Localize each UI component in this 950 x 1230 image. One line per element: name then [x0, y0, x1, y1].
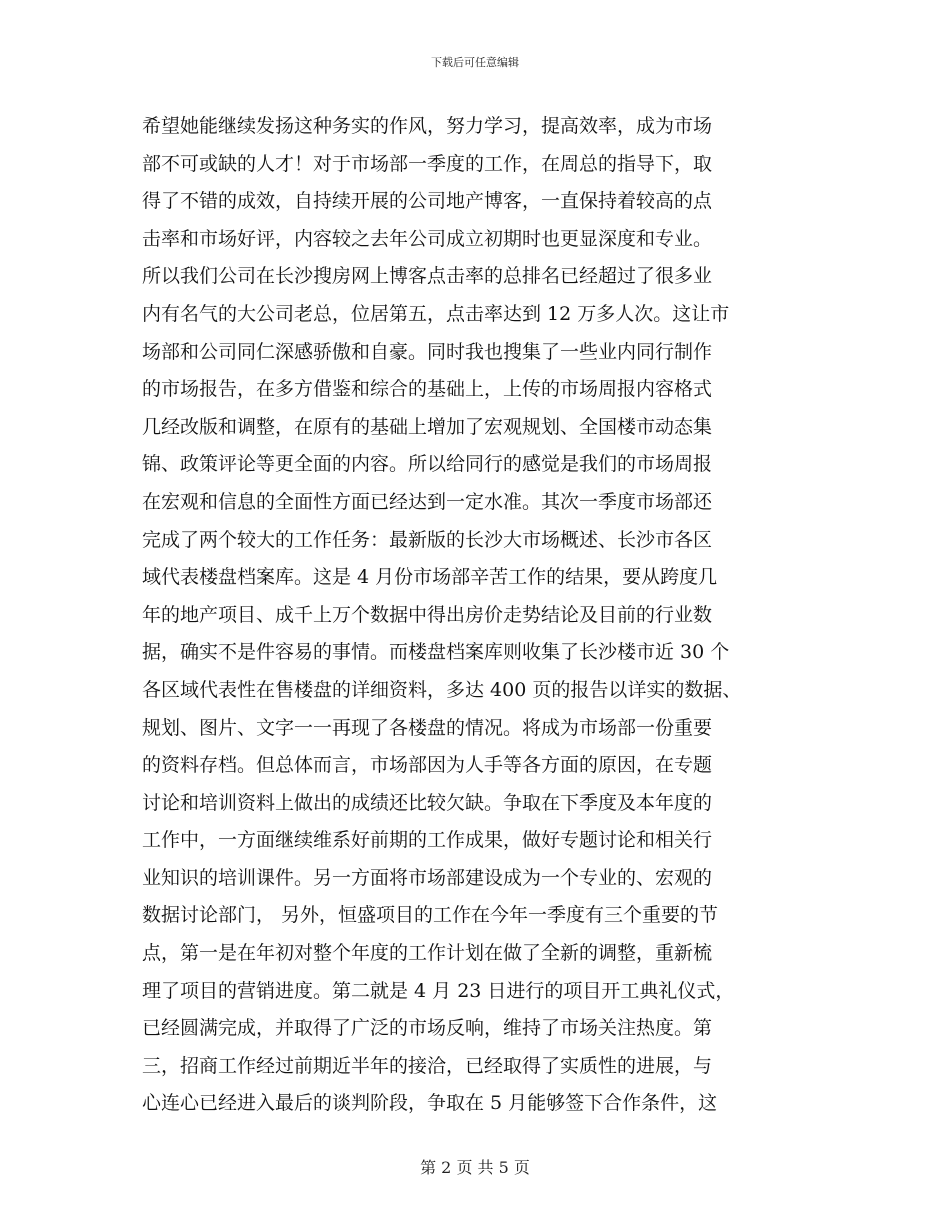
text-line: 讨论和培训资料上做出的成绩还比较欠缺。争取在下季度及本年度的: [142, 791, 713, 814]
text-line: 的资料存档。但总体而言，市场部因为人手等各方面的原因，在专题: [142, 754, 713, 777]
text-line: 在宏观和信息的全面性方面已经达到一定水准。其次一季度市场部还: [142, 490, 713, 513]
page-header: 下载后可任意编辑: [431, 56, 519, 69]
text-line: 年的地产项目、成千上万个数据中得出房价走势结论及目前的行业数: [142, 603, 713, 626]
text-line: 数据讨论部门， 另外，恒盛项目的工作在今年一季度有三个重要的节: [142, 904, 719, 927]
text-line: 规划、图片、文字一一再现了各楼盘的情况。将成为市场部一份重要: [142, 716, 713, 739]
text-line: 心连心已经进入最后的谈判阶段，争取在 5 月能够签下合作条件，这: [142, 1092, 718, 1115]
page-footer: 第 2 页 共 5 页: [420, 1158, 530, 1177]
text-line: 工作中，一方面继续维系好前期的工作成果，做好专题讨论和相关行: [142, 829, 713, 852]
text-line: 希望她能继续发扬这种务实的作风，努力学习，提高效率，成为市场: [142, 115, 713, 137]
text-line: 的市场报告，在多方借鉴和综合的基础上，上传的市场周报内容格式: [142, 378, 713, 401]
text-line: 锦、政策评论等更全面的内容。所以给同行的感觉是我们的市场周报: [142, 453, 713, 476]
text-line: 三，招商工作经过前期近半年的接洽，已经取得了实质性的进展，与: [142, 1054, 713, 1077]
body-text: [142, 108, 812, 1123]
text-line: 所以我们公司在长沙搜房网上博客点击率的总排名已经超过了很多业: [142, 265, 713, 288]
text-line: 部不可或缺的人才！对于市场部一季度的工作，在周总的指导下，取: [142, 152, 713, 175]
text-line: 各区域代表性在售楼盘的详细资料，多达 400 页的报告以详实的数据、: [142, 678, 742, 701]
text-line: 理了项目的营销进度。第二就是 4 月 23 日进行的项目开工典礼仪式，: [142, 979, 735, 1002]
text-line: 内有名气的大公司老总，位居第五，点击率达到 12 万多人次。这让市: [142, 302, 730, 325]
text-line: 场部和公司同仁深感骄傲和自豪。同时我也搜集了一些业内同行制作: [142, 340, 713, 363]
text-line: 点，第一是在年初对整个年度的工作计划在做了全新的调整，重新梳: [142, 942, 713, 965]
text-line: 几经改版和调整，在原有的基础上增加了宏观规划、全国楼市动态集: [142, 415, 713, 438]
text-line: 业知识的培训课件。另一方面将市场部建设成为一个专业的、宏观的: [142, 866, 713, 889]
text-line: 据，确实不是件容易的事情。而楼盘档案库则收集了长沙楼市近 30 个: [142, 641, 730, 664]
text-line: 得了不错的成效，自持续开展的公司地产博客，一直保持着较高的点: [142, 190, 713, 213]
text-line: 域代表楼盘档案库。这是 4 月份市场部辛苦工作的结果，要从跨度几: [142, 566, 718, 589]
text-line: 完成了两个较大的工作任务：最新版的长沙大市场概述、长沙市各区: [142, 528, 713, 551]
text-line: 已经圆满完成，并取得了广泛的市场反响，维持了市场关注热度。第: [142, 1017, 713, 1040]
text-line: 击率和市场好评，内容较之去年公司成立初期时也更显深度和专业。: [142, 227, 713, 250]
